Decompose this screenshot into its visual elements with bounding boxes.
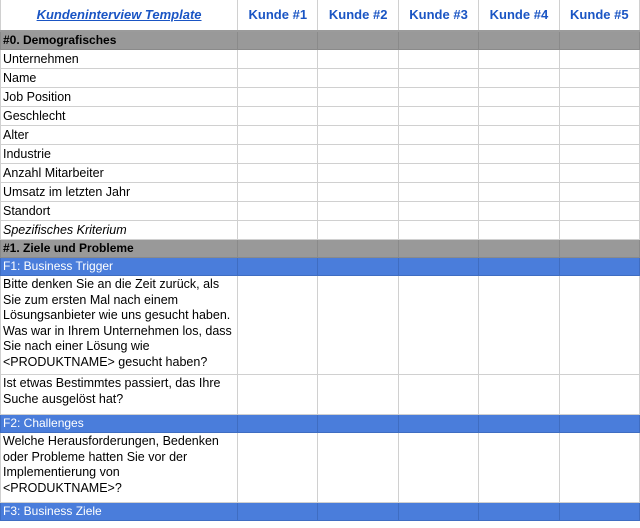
answer-cell[interactable] (398, 126, 478, 145)
subsection-label[interactable]: F2: Challenges (1, 415, 238, 433)
section-label[interactable]: #0. Demografisches (1, 31, 238, 50)
answer-cell[interactable] (479, 126, 559, 145)
answer-cell[interactable] (318, 145, 398, 164)
row-label[interactable]: Industrie (1, 145, 238, 164)
question-text[interactable]: Ist etwas Bestimmtes passiert, das Ihre Suche ausgelöst hat? (1, 375, 238, 415)
question-row (1, 433, 640, 503)
column-header-customer-1: Kunde #1 (238, 0, 318, 31)
table-row (1, 145, 640, 164)
answer-cell[interactable] (398, 375, 478, 415)
answer-cell[interactable] (238, 375, 318, 415)
answer-cell[interactable] (318, 107, 398, 126)
answer-cell[interactable] (398, 88, 478, 107)
answer-cell[interactable] (318, 276, 398, 375)
answer-cell[interactable] (559, 107, 639, 126)
answer-cell[interactable] (398, 69, 478, 88)
answer-cell[interactable] (479, 202, 559, 221)
answer-cell[interactable] (398, 433, 478, 503)
answer-cell[interactable] (559, 415, 639, 433)
answer-cell[interactable] (559, 375, 639, 415)
answer-cell[interactable] (559, 69, 639, 88)
table-header-row (1, 0, 640, 31)
row-label[interactable]: Spezifisches Kriterium (1, 221, 238, 240)
answer-cell[interactable] (398, 503, 478, 521)
answer-cell[interactable] (398, 107, 478, 126)
answer-cell[interactable] (318, 202, 398, 221)
answer-cell[interactable] (559, 88, 639, 107)
subsection-label[interactable]: F1: Business Trigger (1, 258, 238, 276)
answer-cell[interactable] (479, 415, 559, 433)
answer-cell[interactable] (479, 69, 559, 88)
table-row (1, 183, 640, 202)
answer-cell[interactable] (238, 433, 318, 503)
answer-cell[interactable] (318, 240, 398, 258)
answer-cell[interactable] (318, 183, 398, 202)
question-row (1, 375, 640, 415)
answer-cell[interactable] (238, 31, 318, 50)
table-row (1, 164, 640, 183)
answer-cell[interactable] (479, 375, 559, 415)
answer-cell[interactable] (238, 202, 318, 221)
answer-cell[interactable] (238, 415, 318, 433)
question-text[interactable]: Welche Herausforderungen, Bedenken oder Probleme hatten Sie vor der Implementierung von <PRODUKTNAME>? (1, 433, 238, 503)
answer-cell[interactable] (318, 433, 398, 503)
answer-cell[interactable] (238, 221, 318, 240)
answer-cell[interactable] (479, 88, 559, 107)
answer-cell[interactable] (318, 126, 398, 145)
table-row (1, 107, 640, 126)
answer-cell[interactable] (559, 31, 639, 50)
answer-cell[interactable] (479, 145, 559, 164)
answer-cell[interactable] (398, 50, 478, 69)
answer-cell[interactable] (559, 145, 639, 164)
answer-cell[interactable] (238, 69, 318, 88)
answer-cell[interactable] (238, 503, 318, 521)
answer-cell[interactable] (238, 126, 318, 145)
answer-cell[interactable] (238, 276, 318, 375)
subsection-label[interactable]: F3: Business Ziele (1, 503, 238, 521)
row-label[interactable]: Anzahl Mitarbeiter (1, 164, 238, 183)
question-row (1, 276, 640, 375)
answer-cell[interactable] (479, 240, 559, 258)
answer-cell[interactable] (318, 375, 398, 415)
answer-cell[interactable] (559, 50, 639, 69)
section-label[interactable]: #1. Ziele und Probleme (1, 240, 238, 258)
row-label[interactable]: Job Position (1, 88, 238, 107)
table-row (1, 126, 640, 145)
row-label[interactable]: Standort (1, 202, 238, 221)
answer-cell[interactable] (559, 503, 639, 521)
column-header-customer-5: Kunde #5 (559, 0, 639, 31)
answer-cell[interactable] (398, 183, 478, 202)
answer-cell[interactable] (398, 240, 478, 258)
table-row (1, 69, 640, 88)
answer-cell[interactable] (398, 276, 478, 375)
answer-cell[interactable] (479, 503, 559, 521)
answer-cell[interactable] (318, 50, 398, 69)
answer-cell[interactable] (318, 164, 398, 183)
column-header-customer-2: Kunde #2 (318, 0, 398, 31)
answer-cell[interactable] (479, 258, 559, 276)
answer-cell[interactable] (479, 164, 559, 183)
answer-cell[interactable] (398, 164, 478, 183)
answer-cell[interactable] (398, 258, 478, 276)
answer-cell[interactable] (238, 50, 318, 69)
answer-cell[interactable] (318, 221, 398, 240)
table-row (1, 50, 640, 69)
table-row (1, 88, 640, 107)
answer-cell[interactable] (318, 88, 398, 107)
answer-cell[interactable] (559, 183, 639, 202)
answer-cell[interactable] (479, 221, 559, 240)
answer-cell[interactable] (398, 31, 478, 50)
answer-cell[interactable] (318, 415, 398, 433)
subsection-header-row (1, 503, 640, 521)
answer-cell[interactable] (318, 69, 398, 88)
answer-cell[interactable] (398, 221, 478, 240)
answer-cell[interactable] (559, 240, 639, 258)
column-header-customer-3: Kunde #3 (398, 0, 478, 31)
answer-cell[interactable] (479, 107, 559, 126)
answer-cell[interactable] (398, 145, 478, 164)
column-header-customer-4: Kunde #4 (479, 0, 559, 31)
answer-cell[interactable] (559, 433, 639, 503)
answer-cell[interactable] (238, 107, 318, 126)
question-text[interactable]: Bitte denken Sie an die Zeit zurück, als Sie zum ersten Mal nach einem Lösungsanbieter wie uns gesucht haben. Was war in Ihrem Unternehmen los, dass Sie nach einer Lösung wie <PRODUKTNAME> gesucht haben? (1, 276, 238, 375)
row-label[interactable]: Name (1, 69, 238, 88)
answer-cell[interactable] (559, 221, 639, 240)
section-header-row (1, 240, 640, 258)
answer-cell[interactable] (238, 164, 318, 183)
table-row (1, 202, 640, 221)
answer-cell[interactable] (559, 202, 639, 221)
row-label[interactable]: Alter (1, 126, 238, 145)
page-title: Kundeninterview Template (1, 0, 238, 31)
answer-cell[interactable] (479, 276, 559, 375)
answer-cell[interactable] (479, 183, 559, 202)
answer-cell[interactable] (238, 88, 318, 107)
answer-cell[interactable] (559, 258, 639, 276)
row-label[interactable]: Geschlecht (1, 107, 238, 126)
table-row (1, 221, 640, 240)
answer-cell[interactable] (479, 433, 559, 503)
section-header-row (1, 31, 640, 50)
answer-cell[interactable] (238, 183, 318, 202)
answer-cell[interactable] (559, 164, 639, 183)
row-label[interactable]: Unternehmen (1, 50, 238, 69)
answer-cell[interactable] (238, 145, 318, 164)
answer-cell[interactable] (479, 50, 559, 69)
answer-cell[interactable] (559, 126, 639, 145)
answer-cell[interactable] (318, 503, 398, 521)
row-label[interactable]: Umsatz im letzten Jahr (1, 183, 238, 202)
answer-cell[interactable] (559, 276, 639, 375)
answer-cell[interactable] (318, 258, 398, 276)
answer-cell[interactable] (238, 258, 318, 276)
answer-cell[interactable] (238, 240, 318, 258)
subsection-header-row (1, 415, 640, 433)
answer-cell[interactable] (318, 31, 398, 50)
answer-cell[interactable] (398, 415, 478, 433)
answer-cell[interactable] (479, 31, 559, 50)
answer-cell[interactable] (398, 202, 478, 221)
subsection-header-row (1, 258, 640, 276)
